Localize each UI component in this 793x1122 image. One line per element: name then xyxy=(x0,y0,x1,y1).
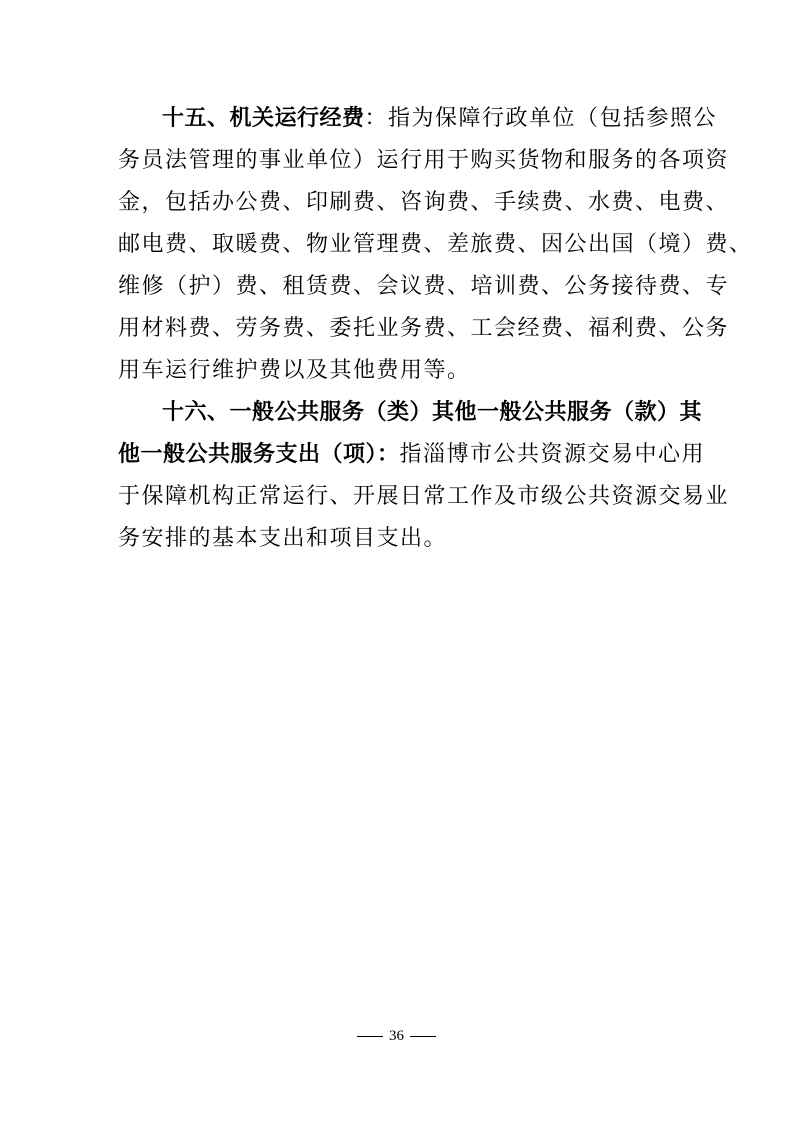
page-number: 36 xyxy=(389,1028,404,1044)
para16-line-3: 于保障机构正常运行、开展日常工作及市级公共资源交易业 xyxy=(118,484,730,509)
para15-line-6: 用材料费、劳务费、委托业务费、工会经费、福利费、公务 xyxy=(118,316,730,341)
para15-line-5: 维修（护）费、租赁费、会议费、培训费、公务接待费、专 xyxy=(118,274,730,299)
para16-line-2 xyxy=(118,434,706,476)
footer-dash-left xyxy=(357,1036,383,1037)
para15-line-1 xyxy=(162,98,722,140)
page-footer xyxy=(0,1026,793,1046)
para15-line-2: 务员法管理的事业单位）运行用于购买货物和服务的各项资 xyxy=(118,148,730,173)
para15-line-3: 金，包括办公费、印刷费、咨询费、手续费、水费、电费、 xyxy=(118,190,730,215)
para16-line-1: 十六、一般公共服务（类）其他一般公共服务（款）其 xyxy=(162,400,703,425)
para15-line-7: 用车运行维护费以及其他费用等。 xyxy=(118,358,471,383)
para16-text: 指淄博市公共资源交易中心用 xyxy=(399,442,706,467)
para16-heading: 他一般公共服务支出（项）： xyxy=(118,442,400,467)
footer-dash-right xyxy=(410,1036,436,1037)
para16-line-4: 务安排的基本支出和项目支出。 xyxy=(118,526,448,551)
para15-heading: 十五、机关运行经费 xyxy=(162,106,365,131)
para15-text: ：指为保障行政单位（包括参照公 xyxy=(364,106,718,131)
para15-line-4: 邮电费、取暖费、物业管理费、差旅费、因公出国（境）费、 xyxy=(118,232,753,257)
